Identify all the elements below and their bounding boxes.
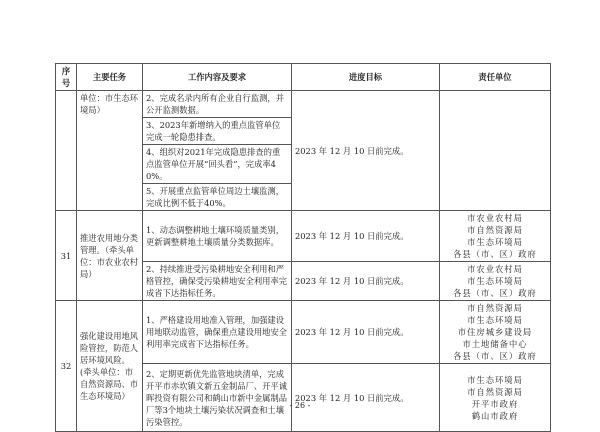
responsible-cell — [440, 364, 551, 432]
content-cell: 4、组织对2021年完成隐患排查的重点监管单位开展“回头看”，完成率40%。 — [143, 145, 292, 184]
responsible-cell — [440, 91, 551, 211]
progress-cell: 2023 年 12 月 10 日前完成。 — [292, 91, 440, 211]
unit: 市生态环境局 — [467, 276, 523, 286]
unit: 市自然资源局 — [467, 303, 523, 313]
progress-cell: 2023 年 12 月 10 日前完成。 — [292, 262, 440, 301]
responsible-cell — [440, 211, 551, 262]
progress-cell: 2023 年 12 月 10 日前完成。 — [292, 364, 440, 432]
unit: 开平市政府 — [471, 398, 519, 409]
task-table — [55, 63, 551, 432]
responsible-cell — [440, 301, 551, 364]
content-cell: 2、完成名录内所有企业自行监测，并公开监测数据。 — [143, 91, 292, 118]
unit: 市自然资源局 — [467, 225, 523, 235]
progress-cell: 2023 年 12 月 10 日前完成。 — [292, 211, 440, 262]
content-cell: 3、2023年新增纳入的重点监管单位完成一轮隐患排查。 — [143, 118, 292, 145]
table-row — [56, 91, 551, 118]
header-responsible: 责任单位 — [440, 64, 551, 91]
unit: 市农业农村局 — [467, 213, 523, 223]
content-cell: 5、开展重点监管单位周边土壤监测，完成比例不低于40%。 — [143, 184, 292, 211]
content-cell: 1、动态调整耕地土壤环境质量类别，更新调整耕地土壤质量分类数据库。 — [143, 211, 292, 262]
unit: 市土地储备中心 — [462, 339, 528, 349]
progress-cell: 2023 年 12 月 10 日前完成。 — [292, 301, 440, 364]
header-task: 主要任务 — [77, 64, 143, 91]
unit: 市农业农村局 — [467, 264, 523, 274]
unit: 各县（市、区）政府 — [453, 351, 537, 361]
header-progress: 进度目标 — [292, 64, 440, 91]
responsible-cell — [440, 262, 551, 301]
table-row — [56, 211, 551, 262]
task-cell: 强化建设用地风险管控，防范人居环境风险。(牵头单位：市自然资源局、市生态环境局） — [77, 301, 143, 432]
header-content: 工作内容及要求 — [143, 64, 292, 91]
table-header — [56, 64, 551, 91]
task-cell: 推进农用地分类管理。（牵头单位：市农业农村局） — [77, 211, 143, 301]
page-number: - 26 - — [289, 401, 311, 410]
unit: 市生态环境局 — [467, 374, 523, 385]
unit: 市住房城乡建设局 — [457, 327, 533, 337]
task-cell: 单位：市生态环境局） — [77, 91, 143, 211]
unit: 市生态环境局 — [467, 237, 523, 247]
unit: 市自然资源局 — [467, 386, 523, 397]
unit: 各县（市、区）政府 — [453, 249, 537, 259]
seq-cell: 32 — [56, 301, 77, 432]
unit: 市生态环境局 — [467, 315, 523, 325]
table-row — [56, 301, 551, 364]
unit: 鹤山市政府 — [471, 410, 519, 421]
content-cell: 2、持续推进受污染耕地安全利用和严格管控，确保受污染耕地安全利用率完成省下达指标任务。 — [143, 262, 292, 301]
content-cell: 2、定期更新优先监管地块清单，完成开平市赤坎镇文新五金制品厂、开平诚晖投资有限公司和鹤山市新中金属制品厂等3个地块土壤污染状况调查和土壤污染管控。 — [143, 364, 292, 432]
content-cell: 1、严格建设用地准入管理，加强建设用地联动监管，确保重点建设用地安全利用率完成省下达指标任务。 — [143, 301, 292, 364]
unit: 各县（市、区）政府 — [453, 288, 537, 298]
header-seq: 序号 — [56, 64, 77, 91]
seq-cell — [56, 91, 77, 211]
seq-cell: 31 — [56, 211, 77, 301]
